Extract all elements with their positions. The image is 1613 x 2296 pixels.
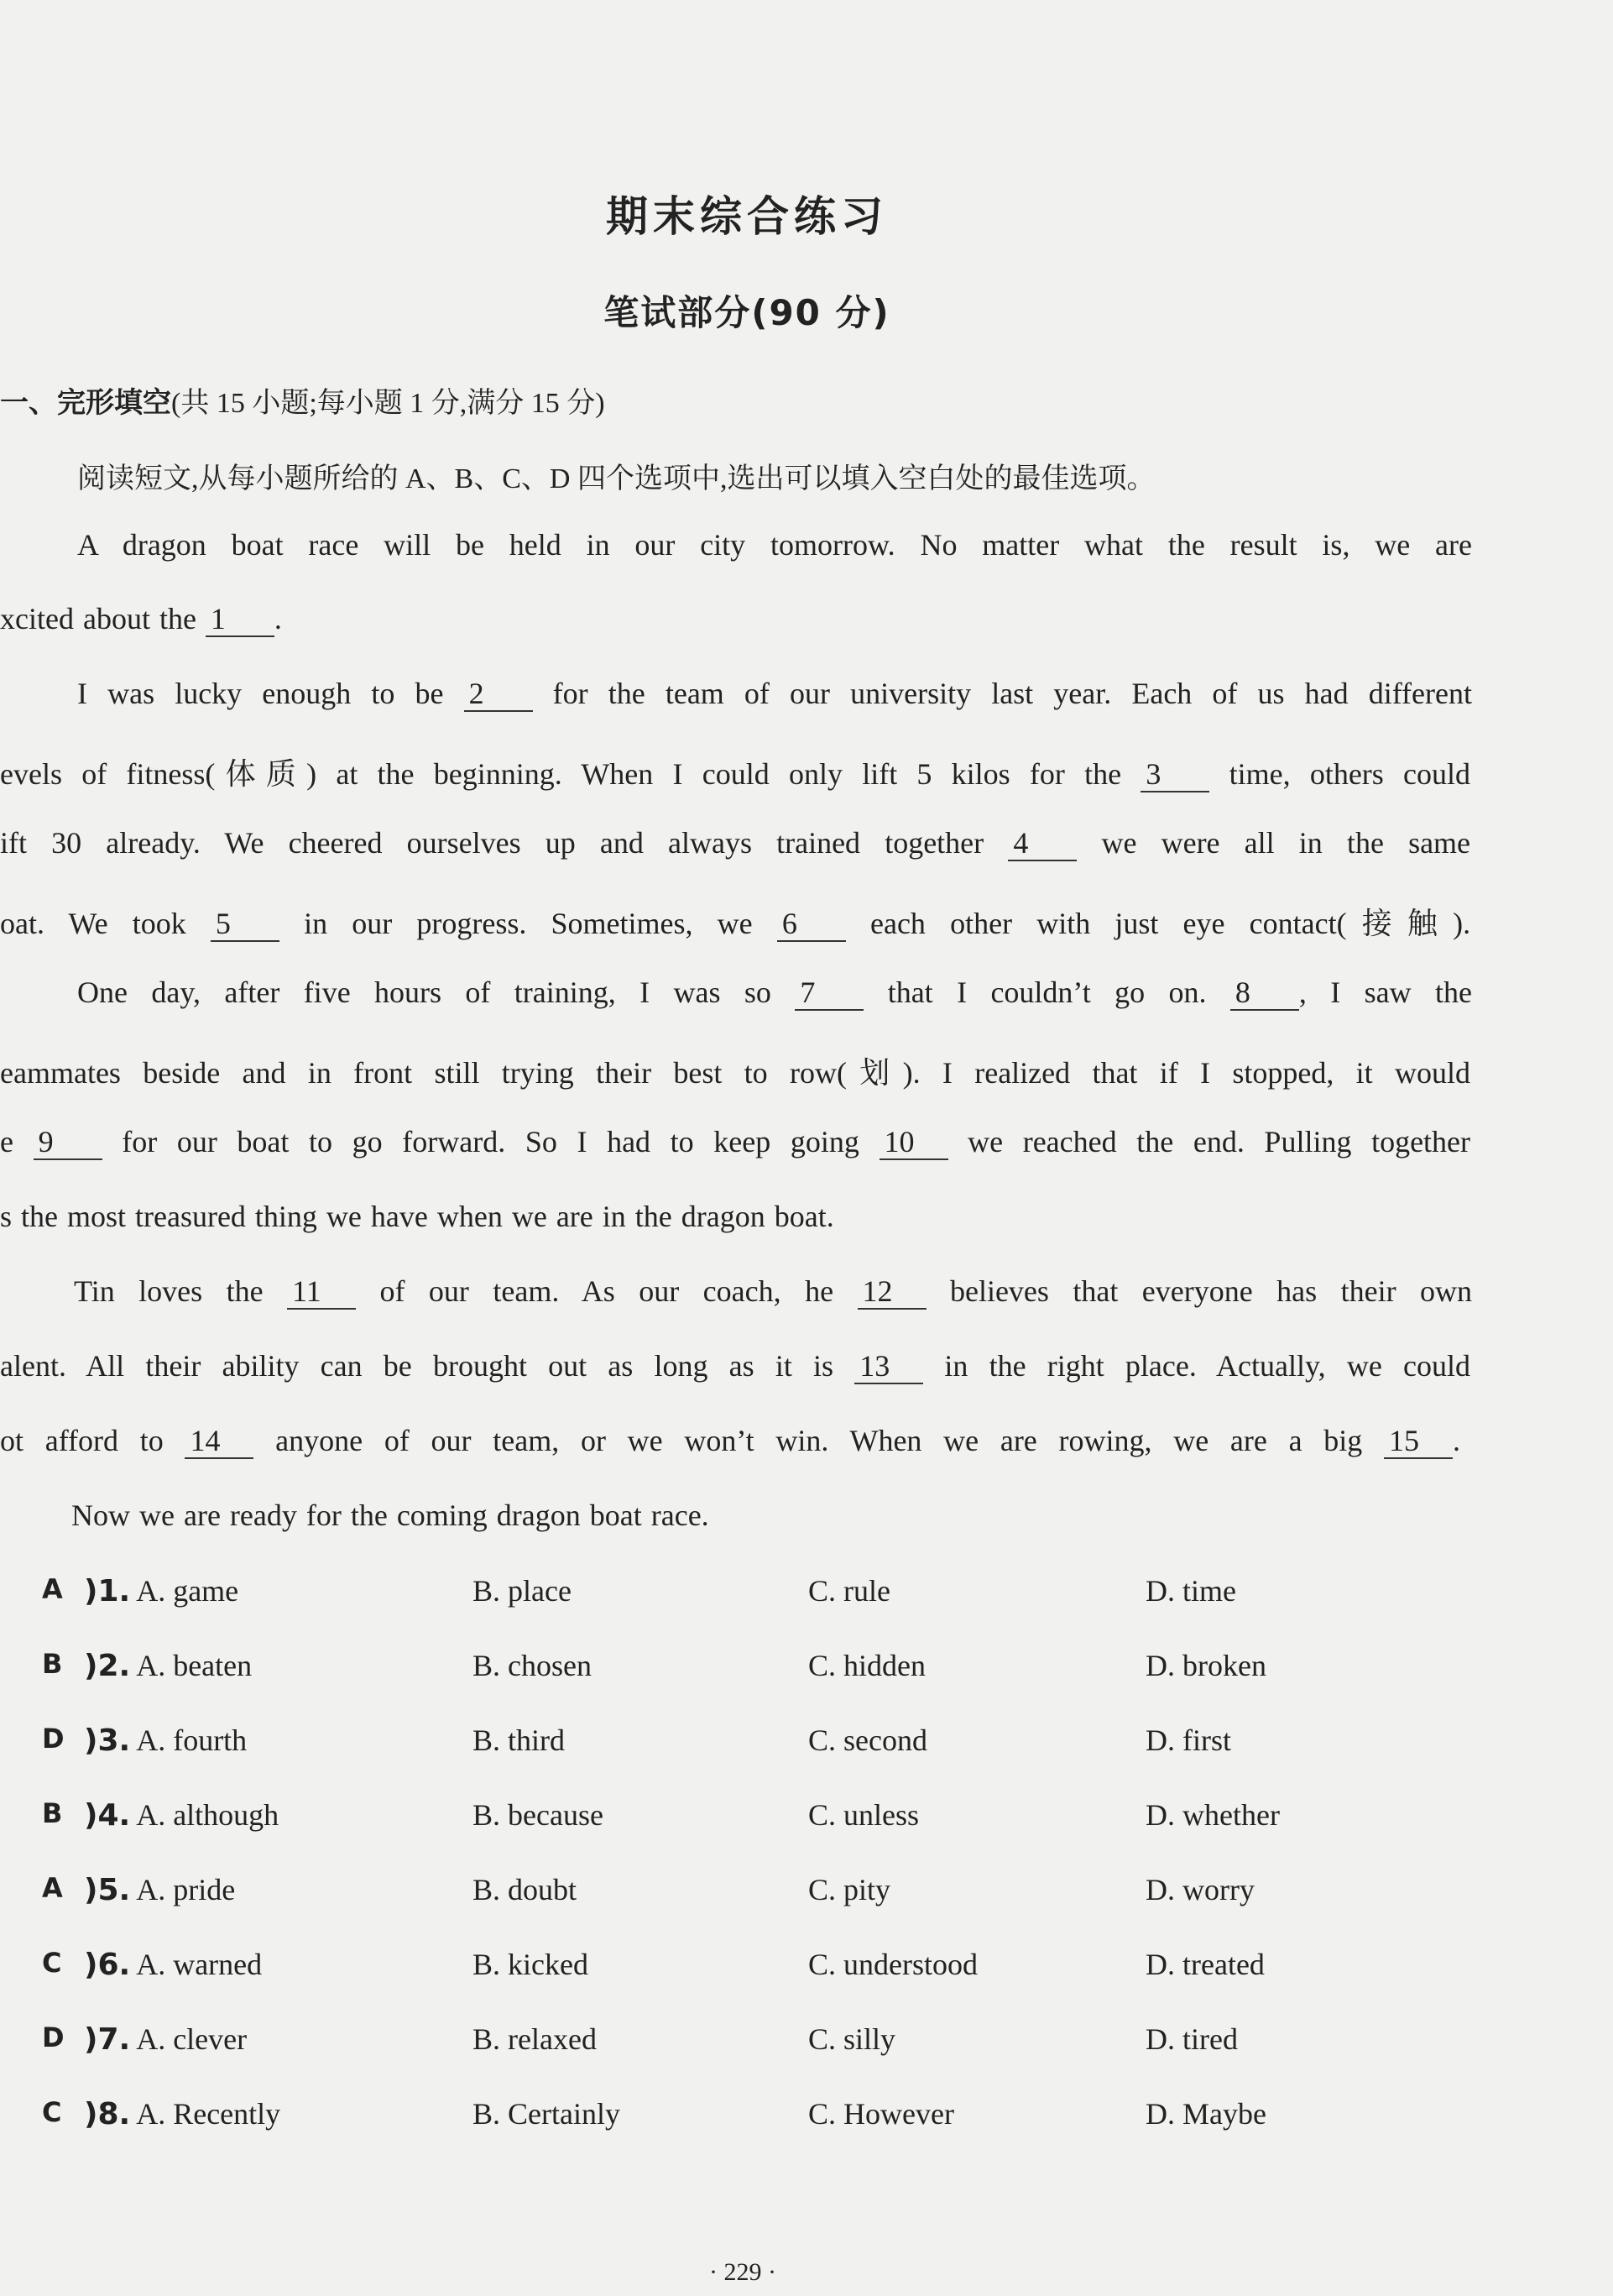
blank-6: 6 <box>777 908 846 942</box>
option-b: B. Certainly <box>472 2097 620 2131</box>
question-number: )8. <box>84 2097 131 2131</box>
section-note: (共 15 小题;每小题 1 分,满分 15 分) <box>171 388 605 419</box>
blank-12: 12 <box>858 1276 927 1310</box>
blank-10: 10 <box>880 1127 948 1160</box>
option-a: A. beaten <box>136 1649 253 1682</box>
blank-13: 13 <box>854 1351 923 1384</box>
question-number: )6. <box>84 1948 131 1982</box>
question-row <box>0 1872 1494 1914</box>
question-number: )5. <box>84 1873 131 1907</box>
blank-7: 7 <box>795 977 864 1011</box>
question-number: )3. <box>84 1723 131 1758</box>
option-d: D. treated <box>1146 1948 1265 1981</box>
option-a: A. pride <box>136 1873 236 1906</box>
section-heading <box>0 379 605 421</box>
option-b: B. third <box>472 1723 566 1757</box>
page-number: · 229 · <box>709 2258 776 2286</box>
question-row <box>0 1947 1494 1989</box>
option-c: C. hidden <box>808 1649 926 1682</box>
blank-1: 1 <box>206 604 274 637</box>
option-b: B. place <box>472 1574 572 1608</box>
option-a: A. Recently <box>136 2097 281 2131</box>
answer-mark: B <box>42 1648 63 1680</box>
option-c: C. silly <box>808 2022 896 2056</box>
question-number: )1. <box>84 1574 131 1608</box>
question-row <box>0 1573 1494 1615</box>
option-d: D. broken <box>1146 1649 1266 1682</box>
option-c: C. pity <box>808 1873 891 1906</box>
option-d: D. time <box>1146 1574 1236 1608</box>
question-number: )2. <box>84 1649 131 1683</box>
section-name: 完形填空 <box>57 386 171 420</box>
option-b: B. chosen <box>472 1649 592 1682</box>
blank-5: 5 <box>211 908 279 942</box>
option-b: B. doubt <box>472 1873 577 1906</box>
question-row <box>0 1723 1494 1765</box>
passage-line: ift 30 already. We cheered ourselves up and always trained together 4 we were all in the same <box>0 826 1471 860</box>
answer-mark: C <box>42 2096 62 2128</box>
option-c: C. unless <box>808 1798 920 1832</box>
passage-line: A dragon boat race will be held in our city tomorrow. No matter what the result is, we are <box>77 528 1472 562</box>
option-d: D. tired <box>1146 2022 1238 2056</box>
passage-line: ot afford to 14 anyone of our team, or we won’t win. When we are rowing, we are a big 15 . <box>0 1424 1460 1457</box>
question-row <box>0 1648 1494 1690</box>
option-c: C. However <box>808 2097 954 2131</box>
option-d: D. worry <box>1146 1873 1255 1906</box>
blank-2: 2 <box>464 678 533 712</box>
question-row <box>0 1797 1494 1839</box>
option-a: A. clever <box>136 2022 248 2056</box>
blank-11: 11 <box>287 1276 356 1310</box>
passage-line: alent. All their ability can be brought out as long as it is 13 in the right place. Actually, we could <box>0 1349 1470 1383</box>
blank-9: 9 <box>34 1127 102 1160</box>
answer-mark: D <box>42 1723 65 1755</box>
answer-mark: A <box>42 1573 63 1605</box>
section-number: 一、 <box>0 386 57 420</box>
option-c: C. understood <box>808 1948 978 1981</box>
option-b: B. relaxed <box>472 2022 597 2056</box>
option-c: C. rule <box>808 1574 890 1608</box>
passage-line: Tin loves the 11 of our team. As our coach, he 12 believes that everyone has their own <box>74 1274 1473 1308</box>
option-a: A. although <box>136 1798 279 1832</box>
option-d: D. first <box>1146 1723 1231 1757</box>
option-a: A. game <box>136 1574 239 1608</box>
option-a: A. warned <box>136 1948 263 1981</box>
passage-line: xcited about the 1 . <box>0 602 282 635</box>
option-d: D. Maybe <box>1146 2097 1266 2131</box>
answer-mark: C <box>42 1947 62 1979</box>
passage-line: e 9 for our boat to go forward. So I had to keep going 10 we reached the end. Pulling together <box>0 1125 1471 1158</box>
passage-line: s the most treasured thing we have when we are in the dragon boat. <box>0 1200 834 1233</box>
answer-mark: A <box>42 1872 63 1904</box>
passage-line: evels of fitness(体质) at the beginning. When I could only lift 5 kilos for the 3 time, others could <box>0 757 1471 791</box>
passage-line: oat. We took 5 in our progress. Sometimes, we 6 each other with just eye contact(接触). <box>0 907 1471 940</box>
blank-8: 8 <box>1230 977 1299 1011</box>
option-c: C. second <box>808 1723 927 1757</box>
blank-15: 15 <box>1384 1425 1453 1459</box>
question-row <box>0 2096 1494 2138</box>
passage-line: I was lucky enough to be 2 for the team of our university last year. Each of us had different <box>77 677 1472 710</box>
blank-4: 4 <box>1008 828 1077 861</box>
question-number: )7. <box>84 2022 131 2057</box>
blank-3: 3 <box>1141 759 1209 792</box>
page-title: 期末综合练习 <box>606 192 888 241</box>
passage-line: One day, after five hours of training, I was so 7 that I couldn’t go on. 8 , I saw the <box>77 975 1473 1009</box>
option-b: B. kicked <box>472 1948 588 1981</box>
option-a: A. fourth <box>136 1723 248 1757</box>
answer-mark: D <box>42 2021 65 2053</box>
option-b: B. because <box>472 1798 603 1832</box>
passage-line: Now we are ready for the coming dragon boat race. <box>71 1498 709 1532</box>
instruction-text: 阅读短文,从每小题所给的 A、B、C、D 四个选项中,选出可以填入空白处的最佳选项。 <box>77 463 1156 494</box>
question-number: )4. <box>84 1798 131 1833</box>
blank-14: 14 <box>185 1425 253 1459</box>
passage-line: eammates beside and in front still trying their best to row(划). I realized that if I stopped, it would <box>0 1056 1470 1090</box>
section-subtitle: 笔试部分(90 分) <box>603 292 890 333</box>
question-row <box>0 2021 1494 2063</box>
answer-mark: B <box>42 1797 63 1829</box>
option-d: D. whether <box>1146 1798 1280 1832</box>
